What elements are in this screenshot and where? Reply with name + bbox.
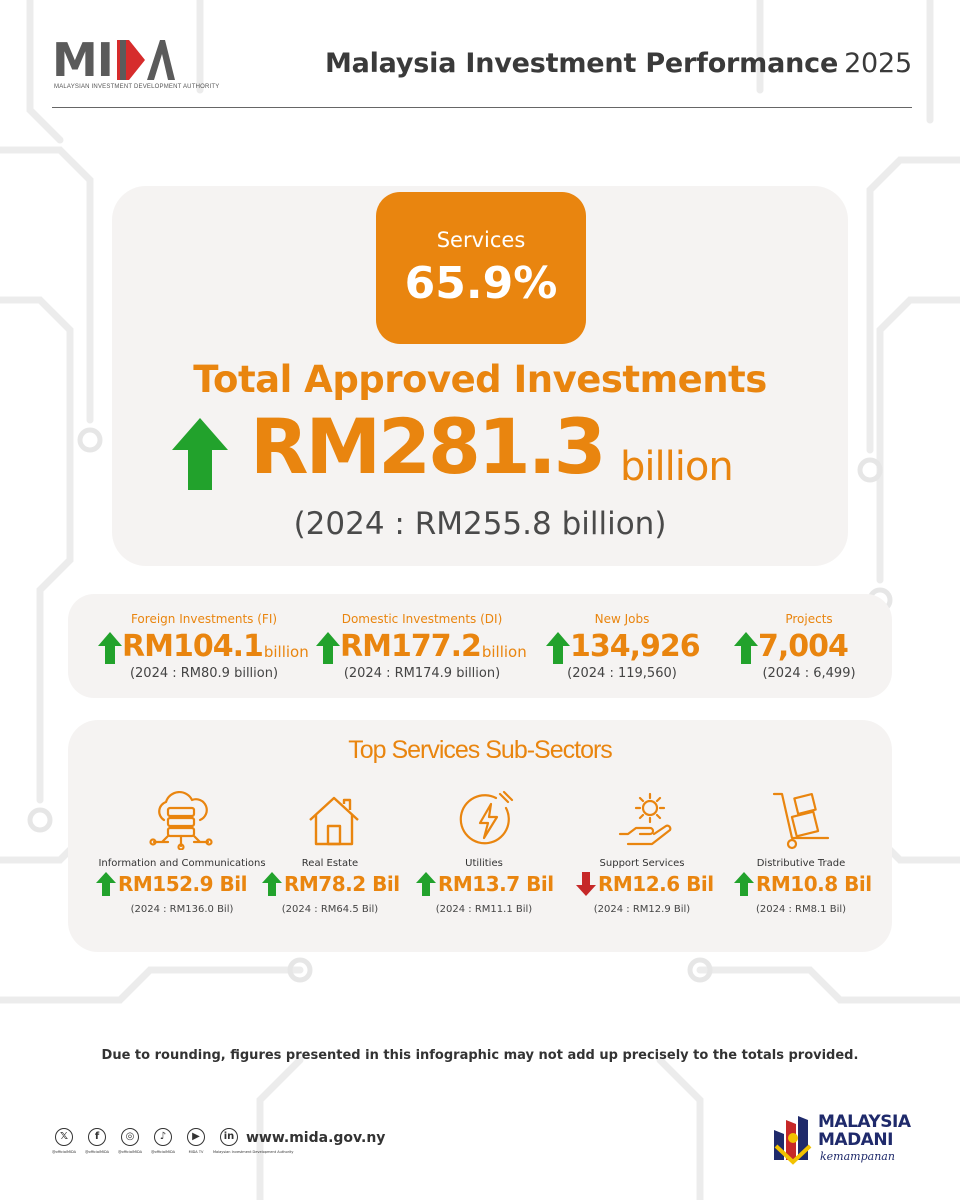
hand-truck-icon — [770, 790, 834, 850]
up-arrow-icon — [416, 872, 436, 896]
linkedin-icon: in — [220, 1128, 238, 1146]
stat-previous: (2024 : RM174.9 billion) — [343, 666, 501, 681]
up-arrow-icon — [96, 872, 116, 896]
logo-subtitle: MALAYSIAN INVESTMENT DEVELOPMENT AUTHORITY — [54, 84, 220, 90]
x-icon: 𝕏 — [55, 1128, 73, 1146]
page-title — [325, 48, 912, 79]
facebook-icon: f — [88, 1128, 106, 1146]
social-handle: @officialMIDA — [51, 1150, 77, 1154]
subsector-name: Support Services — [599, 858, 685, 869]
social-link-facebook[interactable] — [81, 1124, 113, 1154]
subsector-name: Distributive Trade — [756, 858, 846, 869]
stat-previous: (2024 : 6,499) — [762, 666, 856, 681]
social-link-x[interactable] — [48, 1124, 80, 1154]
subsector-previous: (2024 : RM64.5 Bil) — [281, 904, 379, 915]
subsector-value: RM13.7 Bil — [438, 872, 554, 896]
subsector-value: RM12.6 Bil — [598, 872, 714, 896]
stat-unit: billion — [481, 643, 527, 661]
social-handle: Malaysian Investment Development Authority — [213, 1150, 294, 1154]
title-text: Malaysia Investment Performance — [324, 48, 839, 79]
malaysia-madani-logo — [770, 1110, 920, 1170]
subsector-previous: (2024 : RM136.0 Bil) — [130, 904, 234, 915]
tiktok-icon: ♪ — [154, 1128, 172, 1146]
total-previous: (2024 : RM255.8 billion) — [293, 506, 667, 542]
social-handle: MIDA TV — [188, 1150, 204, 1154]
total-unit: billion — [620, 444, 733, 490]
stat-value: 134,926 — [570, 629, 700, 664]
total-value: RM281.3 — [250, 402, 604, 491]
up-arrow-icon — [172, 418, 228, 490]
social-handle: @officialMIDA — [150, 1150, 176, 1154]
madani-line-1: MALAYSIA — [818, 1112, 911, 1132]
cloud-server-icon — [148, 790, 214, 850]
subsector-value: RM10.8 Bil — [756, 872, 872, 896]
stat-domestic-investments — [314, 612, 530, 692]
subsector-real-estate — [262, 790, 398, 930]
subsector-support-services — [576, 790, 714, 930]
youtube-icon: ▶ — [187, 1128, 205, 1146]
social-handle: @officialMIDA — [84, 1150, 110, 1154]
stat-label: Projects — [785, 612, 833, 626]
subsector-name: Real Estate — [301, 858, 359, 869]
social-link-instagram[interactable] — [114, 1124, 146, 1154]
up-arrow-icon — [98, 632, 122, 664]
subsector-value: RM152.9 Bil — [118, 872, 247, 896]
instagram-icon: ◎ — [121, 1128, 139, 1146]
up-arrow-icon — [546, 632, 570, 664]
stat-previous: (2024 : RM80.9 billion) — [129, 666, 279, 681]
social-link-linkedin[interactable] — [213, 1124, 294, 1154]
up-arrow-icon — [734, 632, 758, 664]
subsectors-title: Top Services Sub-Sectors — [348, 736, 612, 764]
services-share-badge — [376, 192, 586, 344]
total-value-row — [172, 402, 792, 496]
stat-new-jobs — [546, 612, 698, 692]
up-arrow-icon — [734, 872, 754, 896]
madani-emblem-icon — [770, 1110, 816, 1168]
social-handle: @officialMIDA — [117, 1150, 143, 1154]
subsector-previous: (2024 : RM12.9 Bil) — [593, 904, 691, 915]
lightning-plug-icon — [458, 790, 518, 850]
stat-foreign-investments — [96, 612, 312, 692]
stat-label: Domestic Investments (DI) — [341, 612, 503, 626]
subsector-information-communications — [96, 790, 268, 930]
stat-value: RM104.1 — [122, 629, 263, 664]
rounding-footnote: Due to rounding, figures presented in this infographic may not add up precisely to the totals provided. — [101, 1048, 859, 1063]
social-link-tiktok[interactable] — [147, 1124, 179, 1154]
website-link[interactable]: www.mida.gov.ny — [246, 1130, 386, 1146]
total-title: Total Approved Investments — [193, 358, 767, 401]
hand-gear-icon — [616, 790, 676, 850]
subsector-distributive-trade — [734, 790, 872, 930]
header-divider — [52, 107, 912, 108]
stat-value: RM177.2 — [340, 629, 481, 664]
house-icon — [304, 790, 364, 850]
subsector-name: Information and Communications — [98, 858, 266, 869]
logo-da-mark — [115, 38, 175, 82]
stat-label: New Jobs — [594, 612, 650, 626]
up-arrow-icon — [316, 632, 340, 664]
subsector-utilities — [416, 790, 552, 930]
title-year: 2025 — [844, 48, 912, 79]
services-share: 65.9% — [404, 258, 558, 309]
stat-previous: (2024 : 119,560) — [567, 666, 677, 681]
stat-value: 7,004 — [758, 629, 848, 664]
logo-wordmark: MI — [52, 33, 113, 87]
stat-label: Foreign Investments (FI) — [130, 612, 278, 626]
subsector-name: Utilities — [465, 858, 503, 869]
up-arrow-icon — [262, 872, 282, 896]
madani-line-2: MADANI — [818, 1130, 893, 1150]
subsector-previous: (2024 : RM11.1 Bil) — [435, 904, 533, 915]
madani-tagline: kemampanan — [820, 1150, 895, 1163]
down-arrow-icon — [576, 872, 596, 896]
stat-projects — [734, 612, 884, 692]
social-links — [48, 1124, 294, 1154]
stat-unit: billion — [263, 643, 309, 661]
mida-logo — [52, 33, 220, 98]
services-label: Services — [436, 228, 526, 252]
social-link-youtube[interactable] — [180, 1124, 212, 1154]
subsector-value: RM78.2 Bil — [284, 872, 400, 896]
subsector-previous: (2024 : RM8.1 Bil) — [755, 904, 847, 915]
